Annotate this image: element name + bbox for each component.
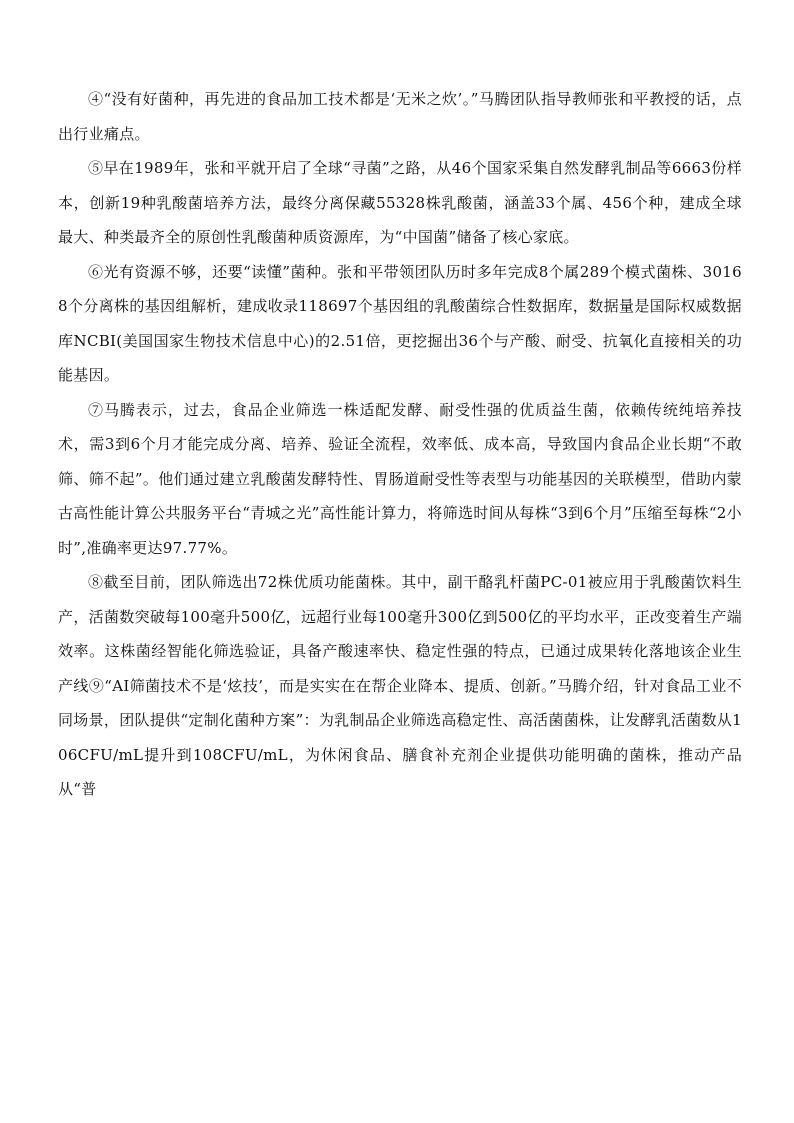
paragraph-6: ⑥光有资源不够，还要“读懂”菌种。张和平带领团队历时多年完成8个属289个模式菌株、30168个分离株的基因组解析，建成收录118697个基因组的乳酸菌综合性数据库，数据量是国际权威数据库NCBI(美国国家生物技术信息中心)的2.51倍，更挖掘出36个与产酸、耐受、抗氧化直接相关的功能基因。 [58,262,742,384]
paragraph-7: ⑦马腾表示，过去，食品企业筛选一株适配发酵、耐受性强的优质益生菌，依赖传统纯培养技术，需3到6个月才能完成分离、培养、验证全流程，效率低、成本高，导致国内食品企业长期“不敢筛、筛不起”。他们通过建立乳酸菌发酵特性、胃肠道耐受性等表型与功能基因的关联模型，借助内蒙古高性能计算公共服务平台“青城之光”高性能计算力，将筛选时间从每株“3到6个月”压缩至每株“2小时”,准确率更达97.77%。 [58,400,742,557]
document-body [58,82,742,807]
paragraph-5: ⑤早在1989年，张和平就开启了全球“寻菌”之路，从46个国家采集自然发酵乳制品等6663份样本，创新19种乳酸菌培养方法，最终分离保藏55328株乳酸菌，涵盖33个属、456个种，建成全球最大、种类最齐全的原创性乳酸菌种质资源库，为“中国菌”储备了核心家底。 [58,159,742,246]
paragraph-8: ⑧截至目前，团队筛选出72株优质功能菌株。其中，副干酪乳杆菌PC-01被应用于乳酸菌饮料生产，活菌数突破每100毫升500亿，远超行业每100毫升300亿到500亿的平均水平，正改变着生产端效率。这株菌经智能化筛选验证，具备产酸速率快、稳定性强的特点，已通过成果转化落地该企业生产线⑨“AI筛菌技术不是‘炫技’，而是实实在在帮企业降本、提质、创新。”马腾介绍，针对食品工业不同场景，团队提供“定制化菌种方案”：为乳制品企业筛选高稳定性、高活菌菌株，让发酵乳活菌数从106CFU/mL提升到108CFU/mL，为休闲食品、膳食补充剂企业提供功能明确的菌株，推动产品从“普 [58,573,742,798]
paragraph-4: ④“没有好菌种，再先进的食品加工技术都是‘无米之炊’。”马腾团队指导教师张和平教授的话，点出行业痛点。 [58,90,742,143]
